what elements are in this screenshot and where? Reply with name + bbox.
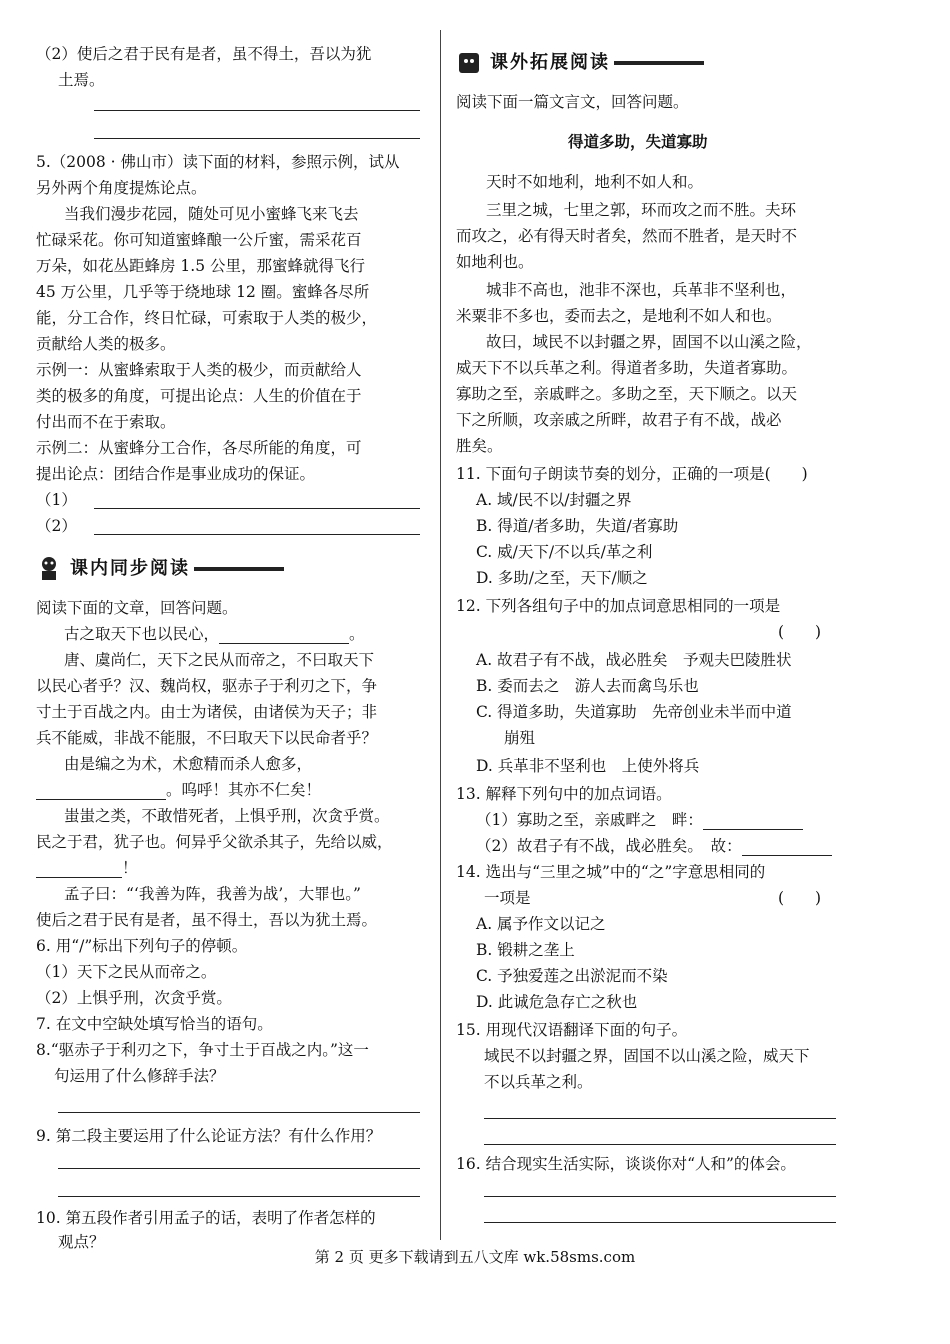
section-header-in-class — [36, 554, 284, 583]
option-a[interactable]: A. 域/民不以/封疆之界 — [476, 491, 632, 509]
question-16: 16. 结合现实生活实际，谈谈你对“人和”的体会。 — [456, 1155, 796, 1173]
passage-line: 。呜呼！其亦不仁矣！ — [36, 780, 321, 800]
passage-line: 胜矣。 — [456, 437, 503, 455]
passage-line: 城非不高也，池非不深也，兵革非不坚利也， — [486, 281, 797, 299]
passage-line: 寡助之至，亲戚畔之。多助之至，天下顺之。以天 — [456, 385, 798, 403]
passage-title: 得道多助，失道寡助 — [568, 132, 708, 151]
answer-line[interactable] — [58, 1112, 420, 1113]
passage-line: 孟子曰：“‘我善为阵，我善为战’，大罪也。” — [64, 885, 361, 903]
passage-line: 米粟非不多也，委而去之，是地利不如人和也。 — [456, 307, 782, 325]
question-15-text: 不以兵革之利。 — [484, 1073, 593, 1091]
section-title: 课内同步阅读 — [70, 558, 190, 579]
example-line: 付出而不在于索取。 — [36, 413, 176, 431]
question-13-item: （2）故君子有不战，战必胜矣。 故： — [476, 836, 832, 856]
fill-blank[interactable] — [36, 861, 122, 878]
option-a[interactable]: A. 故君子有不战，战必胜矣 予观夫巴陵胜状 — [476, 651, 792, 669]
answer-label: （1） — [36, 491, 77, 509]
option-b[interactable]: B. 得道/者多助，失道/者寡助 — [476, 517, 679, 535]
material-line: 能，分工合作，终日忙碌，可索取于人类的极少， — [36, 309, 378, 327]
question-13-item: （1）寡助之至，亲戚畔之 畔： — [476, 810, 803, 830]
answer-line[interactable] — [484, 1118, 836, 1119]
passage-line: 威天下不以兵革之利。得道者多助，失道者寡助。 — [456, 359, 798, 377]
passage-line: 兵不能威，非战不能服，不曰取天下以民命者乎？ — [36, 729, 378, 747]
question-7: 7. 在文中空缺处填写恰当的语句。 — [36, 1015, 273, 1033]
option-d[interactable]: D. 此诚危急存亡之秋也 — [476, 993, 638, 1011]
passage-line: 天时不如地利，地利不如人和。 — [486, 173, 704, 191]
passage-line: 而攻之，必有得天时者矣，然而不胜者，是天时不 — [456, 227, 798, 245]
option-c[interactable]: C. 予独爱莲之出淤泥而不染 — [476, 967, 668, 985]
passage-line: 故曰，域民不以封疆之界，固国不以山溪之险， — [486, 333, 812, 351]
passage-line: 以民心者乎？汉、魏尚权，驱赤子于利刃之下，争 — [36, 677, 378, 695]
material-line: 忙碌采花。你可知道蜜蜂酿一公斤蜜，需采花百 — [36, 231, 362, 249]
answer-line[interactable] — [94, 138, 420, 139]
question-6-item: （2）上惧乎刑，次贪乎赏。 — [36, 989, 232, 1007]
option-d[interactable]: D. 兵革非不坚利也 上使外将兵 — [476, 757, 700, 775]
answer-line[interactable] — [94, 110, 420, 111]
q4-2-line2: 土焉。 — [58, 71, 105, 89]
question-10: 观点？ — [58, 1233, 105, 1251]
material-line: 45 万公里，几乎等于绕地球 12 圈。蜜蜂各尽所 — [36, 283, 370, 301]
question-6-item: （1）天下之民从而帝之。 — [36, 963, 217, 981]
question-15-text: 域民不以封疆之界，固国不以山溪之险，威天下 — [484, 1047, 810, 1065]
passage-line: 寸土于百战之内。由士为诸侯，由诸侯为天子；非 — [36, 703, 378, 721]
answer-line[interactable] — [58, 1168, 420, 1169]
example-line: 示例一：从蜜蜂索取于人类的极少，而贡献给人 — [36, 361, 362, 379]
question-8: 8.“驱赤子于利刃之下，争寸土于百战之内。”这一 — [36, 1041, 369, 1059]
passage-line: 使后之君于民有是者，虽不得土，吾以为犹土焉。 — [36, 911, 378, 929]
material-line: 贡献给人类的极多。 — [36, 335, 176, 353]
book-mascot-icon — [456, 49, 482, 77]
passage-line: 三里之城，七里之郭，环而攻之而不胜。夫环 — [486, 201, 797, 219]
passage-line: 由是编之为术，术愈精而杀人愈多， — [64, 755, 313, 773]
question-14: 一项是 — [484, 889, 531, 907]
page-footer: 第 2 页 更多下载请到五八文库 wk.58sms.com — [314, 1248, 636, 1266]
option-c[interactable]: C. 得道多助，失道寡助 先帝创业未半而中道 — [476, 703, 792, 721]
question-8: 句运用了什么修辞手法？ — [54, 1067, 225, 1085]
fill-blank[interactable] — [742, 839, 832, 856]
question-15: 15. 用现代汉语翻译下面的句子。 — [456, 1021, 688, 1039]
answer-line[interactable] — [484, 1196, 836, 1197]
example-line: 提出论点：团结合作是事业成功的保证。 — [36, 465, 316, 483]
answer-line[interactable] — [94, 534, 420, 535]
question-12: 12. 下列各组句子中的加点词意思相同的一项是 — [456, 597, 781, 615]
question-6: 6. 用“/”标出下列句子的停顿。 — [36, 937, 248, 955]
material-line: 当我们漫步花园，随处可见小蜜蜂飞来飞去 — [64, 205, 359, 223]
fill-blank[interactable] — [703, 813, 803, 830]
column-divider — [440, 30, 441, 1240]
option-a[interactable]: A. 属予作文以记之 — [476, 915, 606, 933]
q5-line1: 5.（2008 · 佛山市）读下面的材料，参照示例，试从 — [36, 153, 400, 171]
reading-intro: 阅读下面的文章，回答问题。 — [36, 599, 238, 617]
option-b[interactable]: B. 委而去之 游人去而禽鸟乐也 — [476, 677, 699, 695]
question-13: 13. 解释下列句中的加点词语。 — [456, 785, 672, 803]
fill-blank[interactable] — [36, 783, 166, 800]
fill-blank[interactable] — [219, 627, 349, 644]
section-header-extended — [456, 48, 704, 77]
reading-intro: 阅读下面一篇文言文，回答问题。 — [456, 93, 689, 111]
answer-paren[interactable]: ( ) — [778, 623, 822, 641]
question-10: 10. 第五段作者引用孟子的话，表明了作者怎样的 — [36, 1209, 376, 1227]
passage-line: 唐、虞尚仁，天下之民从而帝之，不曰取天下 — [64, 651, 375, 669]
material-line: 万朵，如花丛距蜂房 1.5 公里，那蜜蜂就得飞行 — [36, 257, 366, 275]
example-line: 类的极多的角度，可提出论点：人生的价值在于 — [36, 387, 362, 405]
passage-line: 下之所顺，攻亲戚之所畔，故君子有不战，战必 — [456, 411, 782, 429]
passage-line: 蚩蚩之类，不敢惜死者，上惧乎刑，次贪乎赏。 — [64, 807, 390, 825]
passage-line: 如地利也。 — [456, 253, 534, 271]
option-c[interactable]: C. 威/天下/不以兵/革之利 — [476, 543, 653, 561]
question-9: 9. 第二段主要运用了什么论证方法？有什么作用？ — [36, 1127, 382, 1145]
question-14: 14. 选出与“三里之城”中的“之”字意思相同的 — [456, 863, 766, 881]
passage-line: 民之于君，犹子也。何异乎父欲杀其子，先给以威， — [36, 833, 393, 851]
answer-line[interactable] — [58, 1196, 420, 1197]
option-d[interactable]: D. 多助/之至，天下/顺之 — [476, 569, 648, 587]
answer-paren[interactable]: ( ) — [778, 889, 822, 907]
answer-label: （2） — [36, 517, 77, 535]
section-title: 课外拓展阅读 — [490, 52, 610, 73]
passage-line: 古之取天下也以民心， 。 — [64, 625, 365, 643]
passage-line: ！ — [36, 858, 138, 878]
answer-line[interactable] — [94, 508, 420, 509]
q4-2-line1: （2）使后之君于民有是者，虽不得土，吾以为犹 — [36, 45, 372, 63]
answer-line[interactable] — [484, 1144, 836, 1145]
q5-line2: 另外两个角度提炼论点。 — [36, 179, 207, 197]
answer-line[interactable] — [484, 1222, 836, 1223]
reading-mascot-icon — [36, 555, 62, 583]
option-b[interactable]: B. 锻耕之垄上 — [476, 941, 575, 959]
example-line: 示例二：从蜜蜂分工合作，各尽所能的角度，可 — [36, 439, 362, 457]
question-11: 11. 下面句子朗读节奏的划分，正确的一项是( ) — [456, 465, 808, 483]
option-c-cont: 崩殂 — [504, 729, 536, 747]
